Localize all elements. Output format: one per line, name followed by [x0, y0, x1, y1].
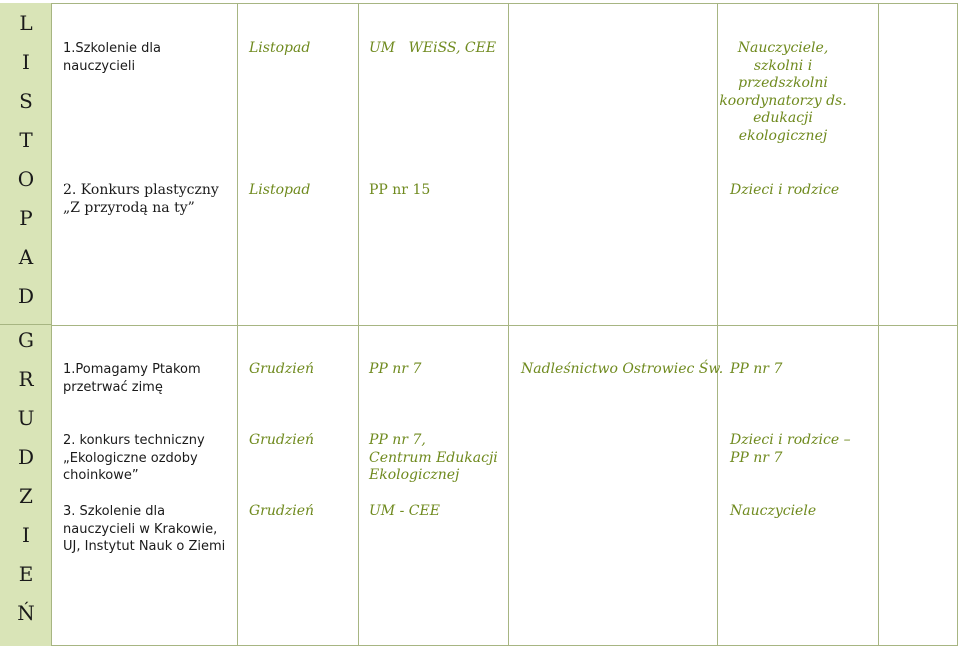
event-date: Grudzień [249, 361, 315, 377]
event-audience: Dzieci i rodzice [730, 182, 840, 198]
event-name [63, 361, 201, 396]
event-name-line: 3. Szkolenie dla [63, 504, 166, 519]
month-letter: U [17, 406, 35, 430]
event-name-line: 2. Konkurs plastyczny [63, 182, 219, 198]
event-name-line: 2. konkurs techniczny [63, 433, 205, 448]
event-organizer: PP nr 7 [369, 361, 422, 377]
audience-line: Dzieci i rodzice – [730, 432, 851, 448]
audience-line: Nauczyciele, [737, 40, 829, 56]
organizer-line: PP nr 7, [369, 432, 426, 448]
month-letter: I [22, 523, 30, 547]
event-name-line: nauczycieli w Krakowie, [63, 521, 218, 537]
event-audience [718, 40, 848, 145]
audience-line: koordynatorzy ds. [719, 92, 847, 109]
audience-line: edukacji [753, 110, 813, 126]
audience-line: przedszkolni [738, 75, 828, 91]
event-partner: Nadleśnictwo Ostrowiec Św. [521, 361, 724, 377]
month-letter: P [19, 206, 33, 230]
month-letter: G [18, 328, 34, 352]
event-name [63, 432, 205, 485]
month-letter: L [19, 11, 33, 35]
event-date: Grudzień [249, 503, 315, 519]
event-audience: PP nr 7 [730, 361, 783, 377]
month-letter: I [22, 50, 30, 74]
event-name-line: 1.Pomagamy Ptakom [63, 362, 201, 377]
event-audience: Nauczyciele [730, 503, 817, 519]
event-name [63, 40, 161, 75]
audience-line: ekologicznej [738, 127, 828, 144]
month-column-grudzien [0, 325, 52, 646]
month-column-listopad [0, 3, 52, 325]
event-date: Grudzień [249, 432, 315, 448]
event-name-line: „Z przyrodą na ty” [63, 199, 195, 216]
month-letter: D [17, 445, 35, 469]
event-name-line: 1.Szkolenie dla [63, 41, 161, 56]
event-organizer [369, 432, 498, 485]
event-name [63, 182, 219, 217]
audience-line: PP nr 7 [730, 449, 783, 466]
month-letter: T [19, 128, 33, 152]
event-organizer: UM WEiSS, CEE [369, 40, 497, 56]
event-organizer: UM - CEE [369, 503, 440, 519]
event-name-line: nauczycieli [63, 58, 136, 74]
event-date: Listopad [249, 182, 311, 198]
event-name-line: choinkowe” [63, 468, 139, 483]
event-organizer: PP nr 15 [369, 182, 431, 198]
month-letter: Z [19, 484, 33, 508]
event-audience [730, 432, 851, 467]
organizer-line: Ekologicznej [369, 467, 460, 483]
month-letter: D [17, 284, 35, 308]
organizer-line: Centrum Edukacji [369, 449, 498, 466]
event-name-line: przetrwać zimę [63, 379, 163, 395]
month-letter: A [18, 245, 34, 269]
month-letter: S [19, 89, 33, 113]
event-date: Listopad [249, 40, 311, 56]
month-letter: E [18, 562, 34, 586]
event-name-line: UJ, Instytut Nauk o Ziemi [63, 539, 226, 554]
month-letter: Ń [17, 601, 35, 625]
event-name [63, 503, 225, 556]
row-divider [52, 325, 958, 326]
month-letter: R [18, 367, 34, 391]
audience-line: szkolni i [753, 57, 813, 74]
event-name-line: „Ekologiczne ozdoby [63, 450, 198, 466]
month-letter: O [17, 167, 35, 191]
